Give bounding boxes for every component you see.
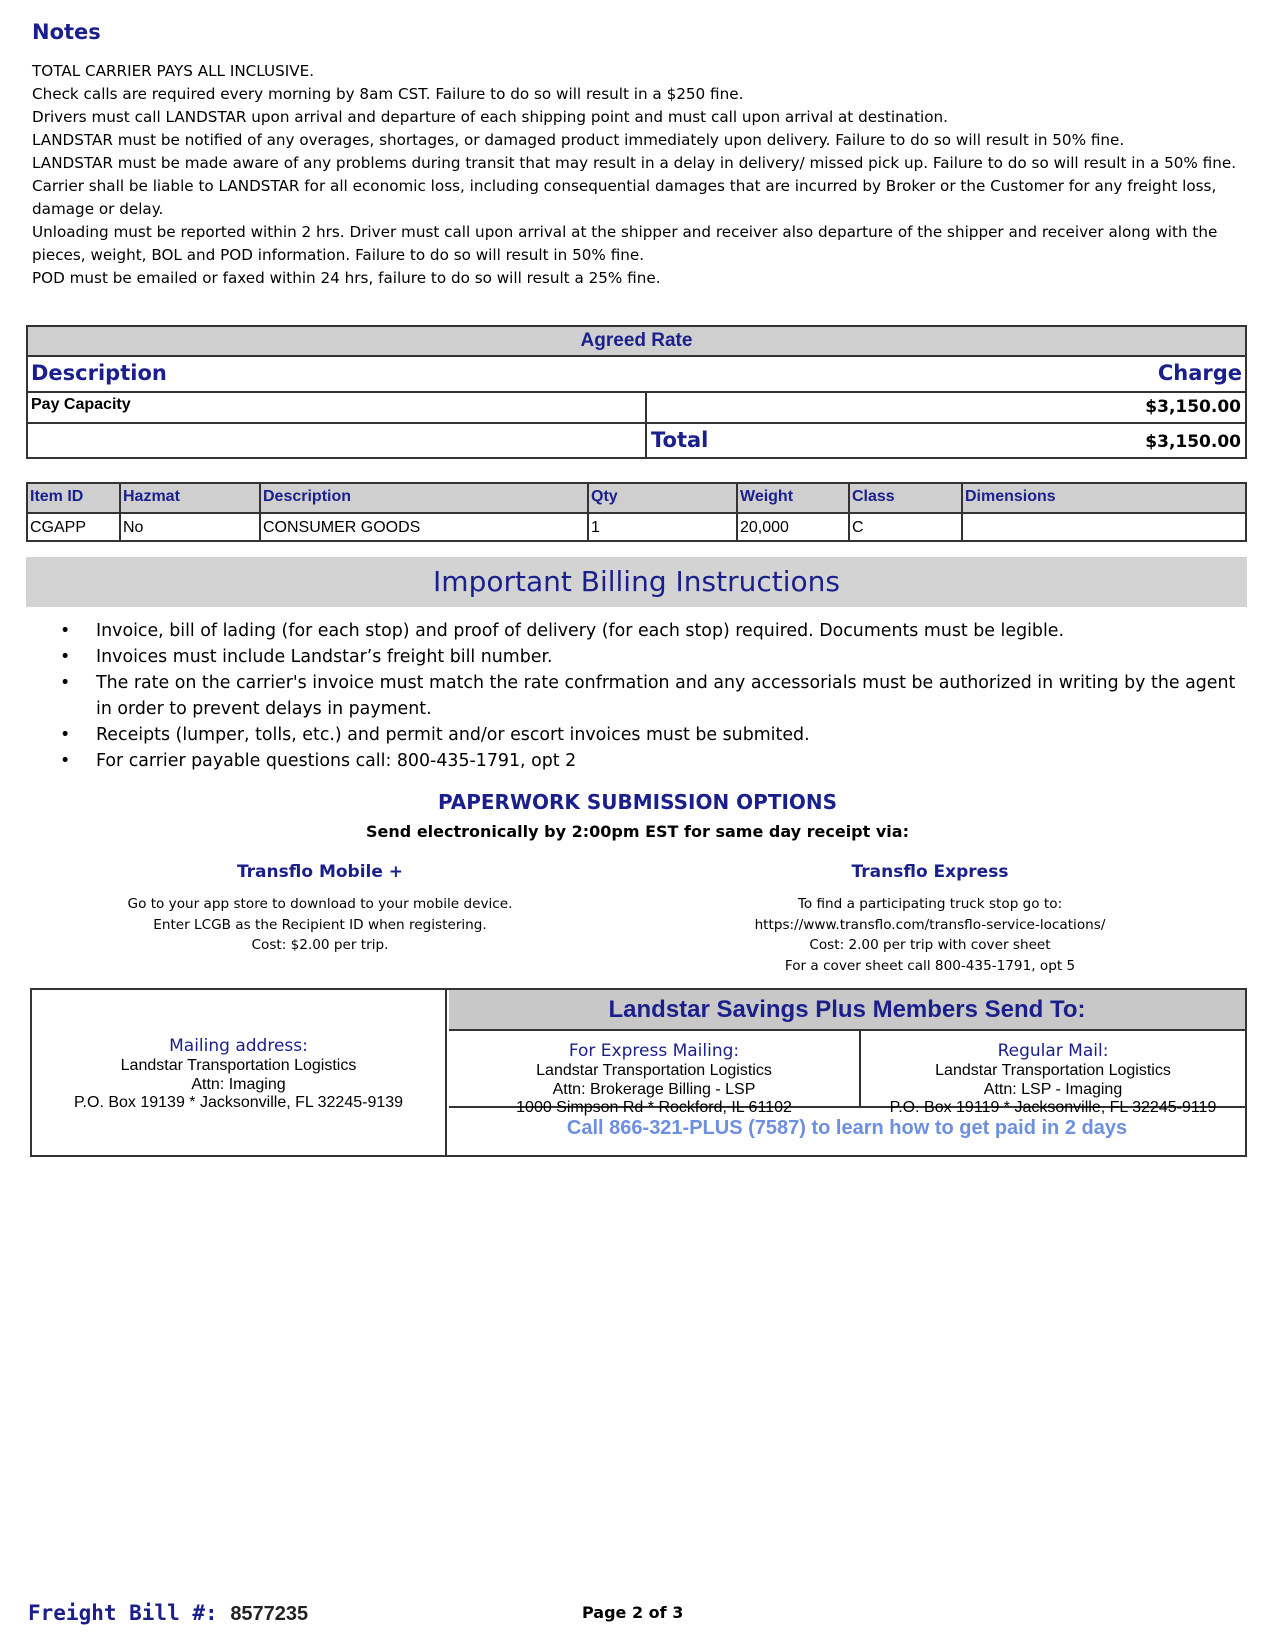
freight-bill-footer [28, 1601, 308, 1626]
regular-mail-title: Regular Mail: [997, 1041, 1109, 1061]
rate-item-amount: $3,150.00 [1145, 397, 1241, 417]
agreed-rate-table [26, 325, 1247, 459]
rate-total-amount: $3,150.00 [1145, 432, 1241, 452]
cell-description: CONSUMER GOODS [261, 514, 589, 540]
transflo-mobile-title: Transflo Mobile + [236, 862, 404, 882]
header-class: Class [850, 484, 963, 512]
address-line: Attn: LSP - Imaging [983, 1080, 1123, 1098]
cell-dimensions [963, 514, 1245, 540]
column-divider [645, 424, 647, 457]
freight-bill-number: 8577235 [230, 1603, 309, 1625]
cell-weight: 20,000 [738, 514, 850, 540]
charge-header: Charge [1157, 361, 1242, 385]
paperwork-title: PAPERWORK SUBMISSION OPTIONS [437, 790, 838, 814]
list-item [60, 644, 1240, 670]
page-number: Page 2 of 3 [582, 1603, 684, 1622]
bullet-icon: • [60, 751, 71, 771]
header-qty: Qty [589, 484, 738, 512]
description-header: Description [31, 361, 167, 385]
transflo-mobile-option [40, 862, 600, 956]
notes-line: TOTAL CARRIER PAYS ALL INCLUSIVE. [32, 62, 315, 80]
rate-total-row [28, 424, 1245, 457]
list-item [60, 618, 1240, 644]
cell-hazmat: No [121, 514, 261, 540]
items-table [26, 482, 1247, 542]
paperwork-subtitle: Send electronically by 2:00pm EST for same day receipt via: [366, 822, 909, 841]
express-mailing-cell [449, 1031, 861, 1116]
freight-bill-label: Freight Bill #: [28, 1601, 218, 1625]
bullet-icon: • [60, 725, 71, 745]
list-item [60, 670, 1240, 722]
rate-item-row [28, 393, 1245, 424]
header-hazmat: Hazmat [121, 484, 261, 512]
cell-item-id: CGAPP [28, 514, 121, 540]
address-line: Attn: Imaging [191, 1075, 286, 1093]
header-description: Description [261, 484, 589, 512]
address-line: Landstar Transportation Logistics [120, 1057, 357, 1074]
bullet-icon: • [60, 621, 71, 641]
regular-mail-cell [861, 1031, 1245, 1116]
bullet-icon: • [60, 673, 71, 693]
call-to-learn-line: Call 866-321-PLUS (7587) to learn how to get paid in 2 days [566, 1117, 1128, 1139]
mailing-addresses-box [30, 988, 1247, 1157]
transflo-express-title: Transflo Express [851, 862, 1009, 882]
savings-plus-title: Landstar Savings Plus Members Send To: [449, 990, 1245, 1031]
transflo-url[interactable]: https://www.transflo.com/transflo-service-locations/ [754, 916, 1106, 933]
option-line: Cost: 2.00 per trip with cover sheet [809, 937, 1051, 953]
notes-line: Check calls are required every morning by 8am CST. Failure to do so will result in a $250 fine. [32, 85, 744, 103]
address-line: 1000 Simpson Rd * Rockford, IL 61102 [516, 1099, 792, 1116]
header-weight: Weight [738, 484, 850, 512]
address-line: Landstar Transportation Logistics [536, 1062, 772, 1079]
address-line: P.O. Box 19119 * Jacksonville, FL 32245-9119 [889, 1099, 1217, 1116]
items-header-row [28, 484, 1245, 514]
notes-line: POD must be emailed or faxed within 24 hrs, failure to do so will result a 25% fine. [32, 269, 661, 287]
option-line: Enter LCGB as the Recipient ID when registering. [153, 916, 487, 933]
address-line: Attn: Brokerage Billing - LSP [552, 1080, 756, 1098]
billing-instructions-title: Important Billing Instructions [433, 565, 840, 598]
list-item-text: For carrier payable questions call: 800-435-1791, opt 2 [96, 751, 577, 771]
cell-qty: 1 [589, 514, 738, 540]
option-line: For a cover sheet call 800-435-1791, opt 5 [784, 957, 1076, 974]
list-item-text: The rate on the carrier's invoice must match the rate confrmation and any accessorials must be authorized in writing by the agent in order to prevent delays in payment. [96, 673, 1236, 719]
notes-line: Carrier shall be liable to LANDSTAR for all economic loss, including consequential damages that are incurred by Broker or the Customer for any freight loss, damage or delay. [32, 177, 1217, 218]
cell-class: C [850, 514, 963, 540]
notes-line: Drivers must call LANDSTAR upon arrival and departure of each shipping point and must call upon arrival at destination. [32, 108, 949, 126]
notes-heading: Notes [32, 20, 101, 44]
address-line: P.O. Box 19139 * Jacksonville, FL 32245-9139 [73, 1094, 404, 1111]
notes-line: Unloading must be reported within 2 hrs. Driver must call upon arrival at the shipper and receiver also departure of the shipper and receiver along with the pieces, weight, BOL and POD information. Failure to do so will result in 50% fine. [32, 223, 1218, 264]
mailing-address-title: Mailing address: [169, 1036, 308, 1056]
list-item-text: Receipts (lumper, tolls, etc.) and permit and/or escort invoices must be submited. [96, 725, 810, 745]
list-item-text: Invoice, bill of lading (for each stop) and proof of delivery (for each stop) required. Documents must be legible. [96, 621, 1065, 641]
header-dimensions: Dimensions [965, 488, 1056, 505]
agreed-rate-title: Agreed Rate [28, 327, 1245, 357]
express-mailing-title: For Express Mailing: [568, 1041, 740, 1061]
transflo-express-option [650, 862, 1210, 976]
option-line: Cost: $2.00 per trip. [251, 937, 389, 953]
list-item [60, 722, 1240, 748]
notes-line: LANDSTAR must be notified of any overages, shortages, or damaged product immediately upon delivery. Failure to do so will result in 50% fine. [32, 131, 1125, 149]
billing-instructions-list [60, 618, 1240, 774]
option-line: Go to your app store to download to your mobile device. [127, 896, 513, 912]
column-divider [645, 393, 647, 422]
table-row [28, 514, 1245, 540]
agreed-rate-header-row [28, 357, 1245, 393]
billing-instructions-header [26, 557, 1247, 607]
list-item [60, 748, 1240, 774]
list-item-text: Invoices must include Landstar’s freight bill number. [96, 647, 553, 667]
option-line: To find a participating truck stop go to: [797, 896, 1063, 912]
notes-body [32, 60, 1247, 290]
header-item-id: Item ID [28, 484, 121, 512]
rate-item-label: Pay Capacity [31, 396, 131, 413]
bullet-icon: • [60, 647, 71, 667]
address-line: Landstar Transportation Logistics [935, 1062, 1171, 1079]
mailing-address-cell [32, 990, 447, 1155]
notes-line: LANDSTAR must be made aware of any problems during transit that may result in a delay in delivery/ missed pick up. Failure to do so will result in a 50% fine. [32, 154, 1237, 172]
rate-total-label: Total [651, 428, 709, 452]
